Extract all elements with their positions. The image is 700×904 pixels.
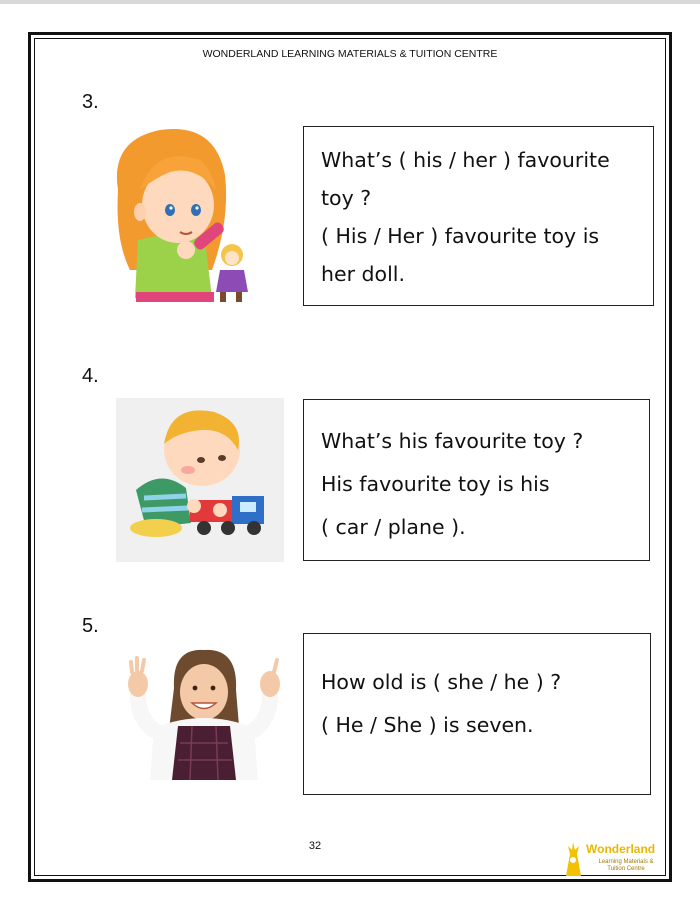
logo-title: Wonderland	[586, 842, 656, 856]
page-header: WONDERLAND LEARNING MATERIALS & TUITION CENTRE	[202, 48, 498, 60]
girl-waving-hands-image	[124, 648, 284, 783]
answer-line: ( He / She ) is seven.	[321, 713, 534, 737]
top-edge-strip	[0, 0, 700, 4]
logo-subtitle-line: Tuition Centre	[607, 866, 645, 872]
girl-brushing-doll-image	[100, 120, 260, 310]
logo-subtitle-line: Learning Materials &	[598, 859, 654, 865]
question-box	[303, 633, 651, 795]
question-number: 5.	[82, 615, 99, 637]
answer-line: ( His / Her ) favourite toy is	[321, 224, 600, 248]
wonderland-logo	[562, 840, 662, 880]
answer-line: His favourite toy is his	[321, 472, 550, 496]
castle-icon	[562, 840, 584, 878]
answer-line: her doll.	[321, 262, 406, 286]
question-number: 4.	[82, 365, 99, 387]
question-box	[303, 126, 654, 306]
question-line: What’s ( his / her ) favourite	[321, 148, 610, 172]
question-box	[303, 399, 650, 561]
question-line: How old is ( she / he ) ?	[321, 670, 562, 694]
question-number: 3.	[82, 91, 99, 113]
page-number: 32	[308, 840, 322, 852]
answer-line: ( car / plane ).	[321, 515, 466, 539]
boy-playing-toy-truck-image	[116, 398, 284, 562]
question-line: What’s his favourite toy ?	[321, 429, 584, 453]
logo-subtitle	[586, 859, 666, 873]
question-line: toy ?	[321, 186, 372, 210]
